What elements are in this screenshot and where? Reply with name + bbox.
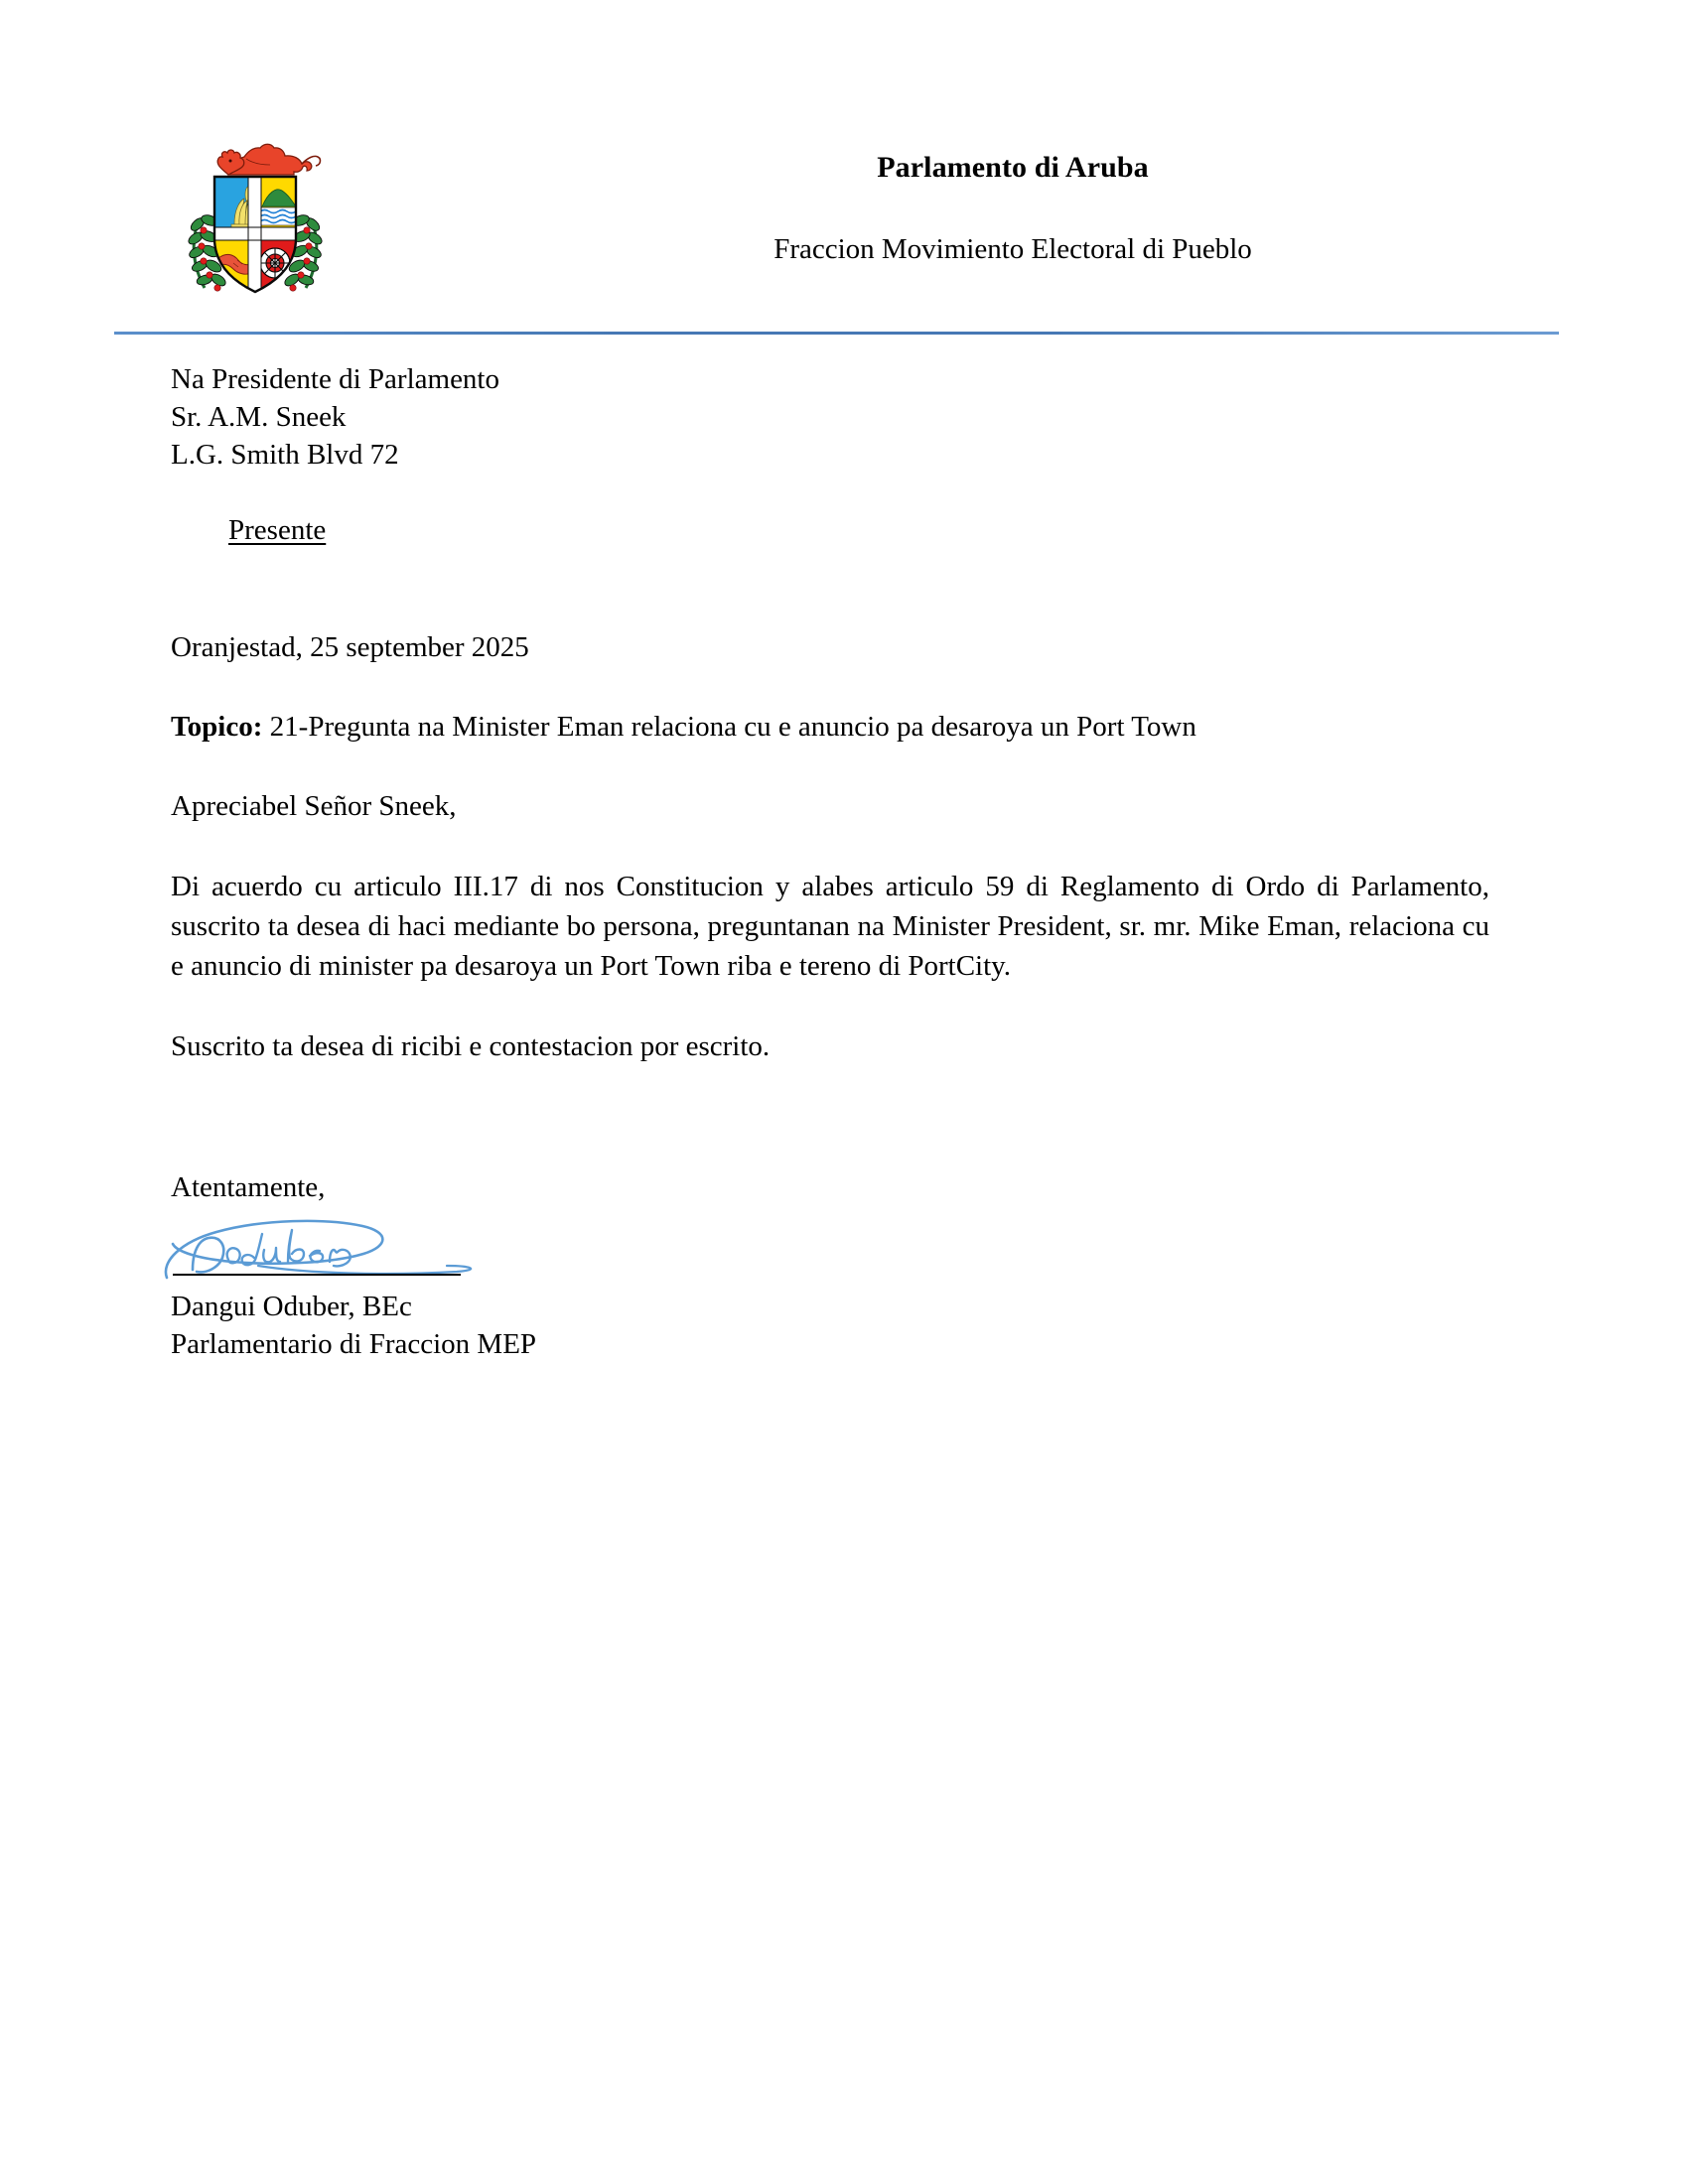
topic-line (171, 708, 1491, 746)
spacer-after-salutation (171, 825, 1491, 867)
recipient-line-1: Na Presidente di Parlamento (171, 363, 499, 395)
body-paragraph: Di acuerdo cu articulo III.17 di nos Constitucion y alabes articulo 59 di Reglamento di Ordo di Parlamento, suscrito ta desea di haci mediante bo persona, preguntanan na Minister President, sr. mr. Mike Eman, relaciona cu e anuncio di minister pa desaroya un Port Town riba e tereno di PortCity. (171, 871, 1489, 982)
letterhead-titles (467, 149, 1559, 267)
recipient-line-3: L.G. Smith Blvd 72 (171, 439, 399, 471)
letterhead-divider (114, 332, 1559, 335)
letter-body (171, 352, 1491, 1363)
letterhead (0, 0, 1688, 338)
closing-request: Suscrito ta desea di ricibi e contestacion por escrito. (171, 1030, 771, 1062)
institution-title: Parlamento di Aruba (877, 151, 1149, 184)
spacer-after-dateline (171, 666, 1491, 708)
recipient-line-2: Sr. A.M. Sneek (171, 401, 347, 433)
signatory-name: Dangui Oduber, BEc (171, 1291, 412, 1322)
recipient-line-4 (171, 474, 1491, 587)
dateline: Oranjestad, 25 september 2025 (171, 631, 529, 663)
spacer-after-topic (171, 746, 1491, 787)
recipient-address (171, 360, 1491, 587)
spacer-before-signature (171, 1065, 1491, 1168)
topic-label: Topico: (171, 711, 263, 743)
signature-block (171, 1168, 1491, 1363)
salutation: Apreciabel Señor Sneek, (171, 790, 457, 822)
presente-underlined: Presente (228, 514, 327, 546)
signatory-role: Parlamentario di Fraccion MEP (171, 1328, 537, 1360)
spacer-after-address (171, 587, 1491, 628)
signature-rule (173, 1274, 461, 1276)
handwritten-signature-icon (171, 1210, 767, 1286)
spacer-after-body (171, 986, 1491, 1027)
sign-off: Atentamente, (171, 1171, 326, 1203)
aruba-coat-of-arms-icon (177, 121, 334, 300)
topic-text: 21-Pregunta na Minister Eman relaciona cu e anuncio pa desaroya un Port Town (262, 711, 1196, 743)
fraction-subtitle: Fraccion Movimiento Electoral di Pueblo (774, 232, 1252, 265)
